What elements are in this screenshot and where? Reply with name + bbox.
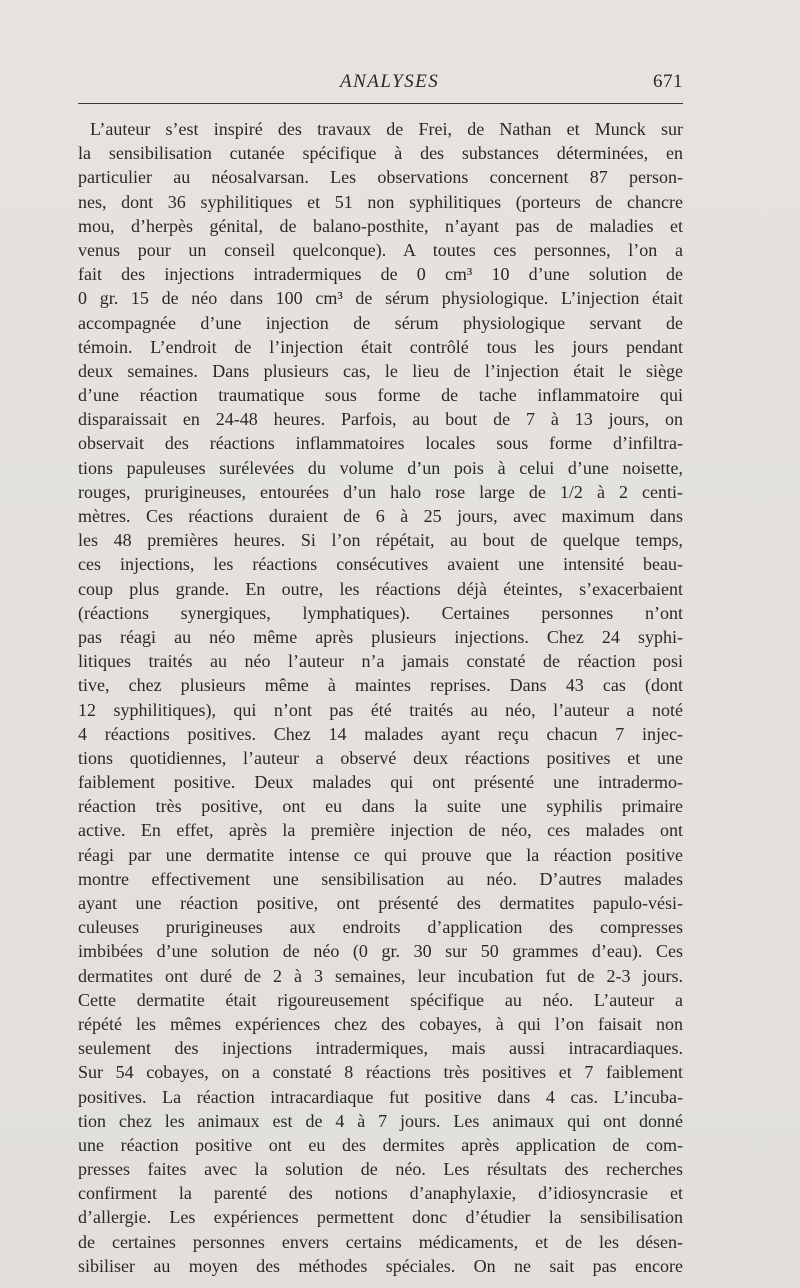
text-line: mètres. Ces réactions duraient de 6 à 25 jours, avec maximum dans bbox=[78, 506, 683, 526]
text-line: venus pour un conseil quelconque). A toutes ces personnes, l’on a bbox=[78, 239, 683, 260]
text-line: 12 syphilitiques), qui n’ont pas été traités au néo, l’auteur a noté bbox=[78, 699, 683, 720]
text-line: confirment la parenté des notions d’anaphylaxie, d’idiosyncrasie et bbox=[78, 1183, 683, 1204]
text-line: 0 gr. 15 de néo dans 100 cm³ de sérum physiologique. L’injection était bbox=[78, 288, 683, 309]
text-line: Sur 54 cobayes, on a constaté 8 réactions très positives et 7 faiblement bbox=[78, 1062, 683, 1083]
text-line: nes, dont 36 syphilitiques et 51 non syphilitiques (porteurs de chancre bbox=[78, 191, 683, 212]
text-line: ayant une réaction positive, ont présenté des dermatites papulo-vési- bbox=[78, 893, 683, 913]
text-line: active. En effet, après la première injection de néo, ces malades ont bbox=[78, 820, 683, 841]
text-line: fait des injections intradermiques de 0 cm³ 10 d’une solution de bbox=[78, 264, 683, 285]
text-line: accompagnée d’une injection de sérum physiologique servant de bbox=[78, 312, 683, 333]
text-line: pas réagi au néo même après plusieurs injections. Chez 24 syphi- bbox=[78, 626, 683, 647]
text-line: ces injections, les réactions consécutives avaient une intensité beau- bbox=[78, 554, 683, 575]
header-rule bbox=[78, 103, 683, 104]
text-line: témoin. L’endroit de l’injection était contrôlé tous les jours pendant bbox=[78, 336, 683, 357]
text-line: dermatites ont duré de 2 à 3 semaines, leur incubation fut de 2-3 jours. bbox=[78, 965, 683, 986]
text-line: mou, d’herpès génital, de balano-posthite, n’ayant pas de maladies et bbox=[78, 215, 683, 236]
text-line: d’une réaction traumatique sous forme de tache inflammatoire qui bbox=[78, 385, 683, 406]
text-line: 4 réactions positives. Chez 14 malades ayant reçu chacun 7 injec- bbox=[78, 723, 683, 744]
text-line: de certaines personnes envers certains médicaments, et de les désen- bbox=[78, 1231, 683, 1252]
text-line: coup plus grande. En outre, les réactions déjà éteintes, s’exacerbaient bbox=[78, 578, 683, 599]
running-title: ANALYSES bbox=[340, 71, 440, 92]
text-line: répété les mêmes expériences chez des cobayes, à qui l’on faisait non bbox=[78, 1013, 683, 1034]
text-line: imbibées d’une solution de néo (0 gr. 30 sur 50 grammes d’eau). Ces bbox=[78, 941, 683, 962]
text-line: faiblement positive. Deux malades qui ont présenté une intradermo- bbox=[78, 772, 683, 793]
text-line: culeuses prurigineuses aux endroits d’application des compresses bbox=[78, 917, 683, 938]
text-line: d’allergie. Les expériences permettent donc d’étudier la sensibilisation bbox=[78, 1207, 683, 1228]
text-line: réaction très positive, ont eu dans la suite une syphilis primaire bbox=[78, 796, 683, 817]
text-line: tions papuleuses surélevées du volume d’un pois à celui d’une noisette, bbox=[78, 457, 683, 478]
text-line: Cette dermatite était rigoureusement spécifique au néo. L’auteur a bbox=[78, 989, 683, 1010]
text-line: réagi par une dermatite intense ce qui prouve que la réaction positive bbox=[78, 844, 683, 865]
page-header bbox=[78, 71, 683, 101]
text-line: litiques traités au néo l’auteur n’a jamais constaté de réaction posi bbox=[78, 651, 683, 672]
text-line: L’auteur s’est inspiré des travaux de Frei, de Nathan et Munck sur bbox=[90, 119, 683, 139]
text-line: sibiliser au moyen des méthodes spéciales. On ne sait pas encore bbox=[78, 1255, 683, 1276]
body-text bbox=[78, 117, 683, 1278]
text-line: disparaissait en 24-48 heures. Parfois, au bout de 7 à 13 jours, on bbox=[78, 409, 683, 430]
text-line: tive, chez plusieurs même à maintes reprises. Dans 43 cas (dont bbox=[78, 675, 683, 696]
text-line: observait des réactions inflammatoires locales sous forme d’infiltra- bbox=[78, 433, 683, 454]
text-line: tion chez les animaux est de 4 à 7 jours. Les animaux qui ont donné bbox=[78, 1110, 683, 1131]
text-line: la sensibilisation cutanée spécifique à des substances déterminées, en bbox=[78, 143, 683, 164]
text-line: seulement des injections intradermiques, mais aussi intracardiaques. bbox=[78, 1038, 683, 1059]
text-line: les 48 premières heures. Si l’on répétait, au bout de quelque temps, bbox=[78, 530, 683, 551]
text-line: positives. La réaction intracardiaque fut positive dans 4 cas. L’incuba- bbox=[78, 1086, 683, 1107]
text-line: rouges, prurigineuses, entourées d’un halo rose large de 1/2 à 2 centi- bbox=[78, 481, 683, 502]
page-number: 671 bbox=[653, 71, 683, 92]
text-line: presses faites avec la solution de néo. Les résultats des recherches bbox=[78, 1159, 683, 1180]
text-line: particulier au néosalvarsan. Les observations concernent 87 person- bbox=[78, 167, 683, 188]
text-line: tions quotidiennes, l’auteur a observé deux réactions positives et une bbox=[78, 747, 683, 768]
text-line: une réaction positive ont eu des dermites après application de com- bbox=[78, 1134, 683, 1155]
text-line: montre effectivement une sensibilisation au néo. D’autres malades bbox=[78, 868, 683, 889]
text-line: (réactions synergiques, lymphatiques). Certaines personnes n’ont bbox=[78, 602, 683, 623]
text-line: deux semaines. Dans plusieurs cas, le lieu de l’injection était le siège bbox=[78, 360, 683, 381]
